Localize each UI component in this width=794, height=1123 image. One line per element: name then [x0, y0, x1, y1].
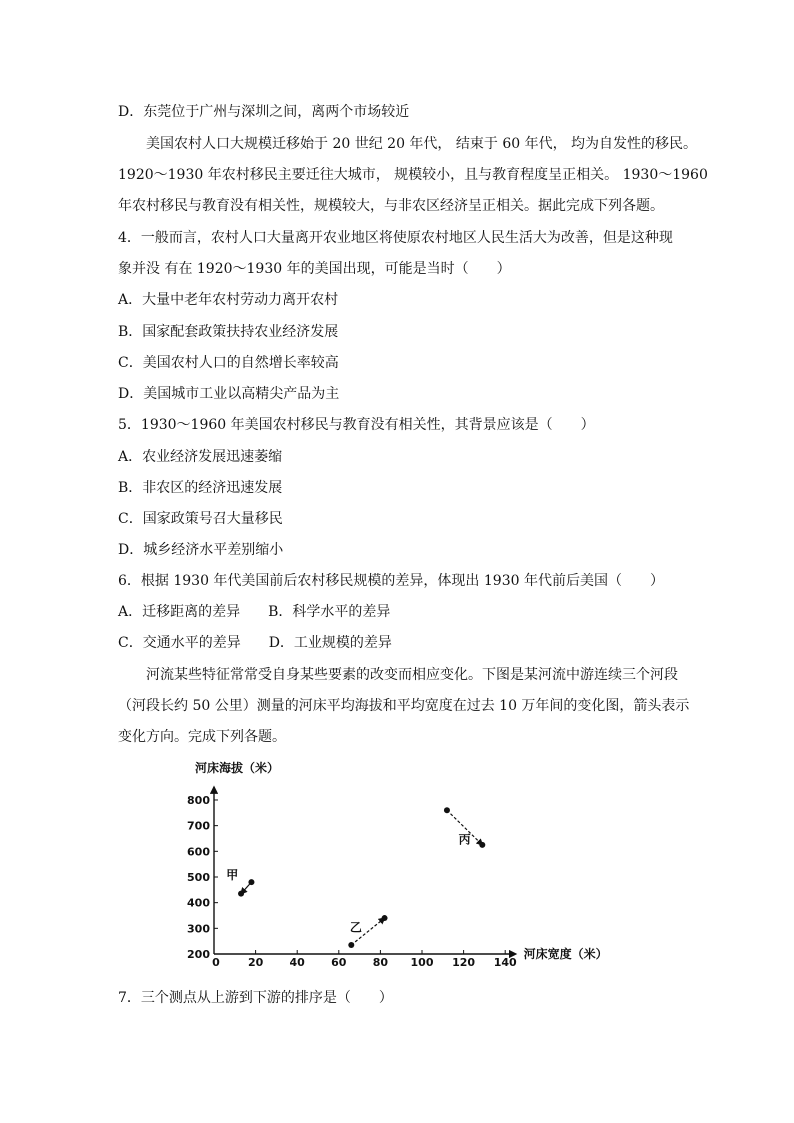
series-end-point	[479, 842, 485, 848]
q5-option-b: B．非农区的经济迅速发展	[118, 480, 283, 496]
q6-options-cd: C．交通水平的差异 D．工业规模的差异	[118, 635, 392, 651]
y-tick-label: 800	[187, 793, 210, 807]
x-tick-label: 40	[289, 956, 305, 969]
x-tick-label: 100	[410, 956, 434, 969]
q4-option-c: C．美国农村人口的自然增长率较高	[118, 355, 339, 371]
question-5: 5．1930～1960 年美国农村移民与教育没有相关性，其背景应该是（ ）	[118, 417, 595, 433]
x-tick-label: 60	[331, 956, 347, 969]
question-7: 7．三个测点从上游到下游的排序是（ ）	[118, 990, 393, 1006]
q5-option-c: C．国家政策号召大量移民	[118, 511, 283, 527]
river-passage-line-3: 变化方向。完成下列各题。	[118, 729, 286, 745]
x-tick-label: 120	[452, 956, 476, 969]
question-6: 6．根据 1930 年代美国前后农村移民规模的差异，体现出 1930 年代前后美国（ ）	[118, 573, 664, 589]
river-passage-line-1: 河流某些特征常常受自身某些要素的改变而相应变化。下图是某河流中游连续三个河段	[146, 667, 678, 683]
q6-options-ab: A．迁移距离的差异 B．科学水平的差异	[118, 604, 391, 620]
series-label: 乙	[349, 920, 362, 935]
question-4-line-2: 象并没 有在 1920～1930 年的美国出现，可能是当时（ ）	[118, 261, 511, 277]
river-chart	[185, 757, 625, 973]
question-4-line-1: 4．一般而言，农村人口大量离开农业地区将使原农村地区人民生活大为改善，但是这种现	[118, 230, 673, 246]
series-label: 丙	[458, 832, 471, 847]
y-tick-label: 600	[187, 845, 210, 859]
option-d-q3: D．东莞位于广州与深圳之间，离两个市场较近	[118, 104, 410, 120]
y-tick-label: 700	[187, 819, 210, 833]
x-tick-label: 80	[372, 956, 389, 969]
series-start-point	[248, 879, 254, 885]
x-tick-label: 0	[212, 956, 220, 969]
y-tick-label: 200	[187, 948, 210, 961]
x-tick-label: 140	[493, 956, 517, 969]
y-tick-label: 400	[187, 896, 210, 910]
y-axis-label: 河床海拔（米）	[195, 761, 280, 775]
passage-line-3: 年农村移民与教育没有相关性，规模较大，与非农区经济呈正相关。据此完成下列各题。	[118, 198, 664, 214]
series-start-point	[444, 807, 450, 813]
passage-line-1: 美国农村人口大规模迁移始于 20 世纪 20 年代， 结束于 60 年代， 均为自发性的移民。	[146, 136, 698, 152]
series-label: 甲	[226, 867, 239, 882]
q4-option-d: D．美国城市工业以高精尖产品为主	[118, 386, 340, 402]
y-tick-label: 500	[187, 870, 210, 884]
series-end-point	[238, 891, 244, 897]
q4-option-b: B．国家配套政策扶持农业经济发展	[118, 324, 339, 340]
x-axis-label: 河床宽度（米）	[523, 947, 608, 961]
q4-option-a: A．大量中老年农村劳动力离开农村	[118, 292, 339, 308]
river-passage-line-2: （河段长约 50 公里）测量的河床平均海拔和平均宽度在过去 10 万年间的变化图，箭头表示	[118, 698, 690, 714]
series-end-point	[382, 915, 388, 921]
x-tick-label: 20	[247, 956, 264, 969]
series-start-point	[348, 942, 354, 948]
q5-option-a: A．农业经济发展迅速萎缩	[118, 449, 283, 465]
passage-line-2: 1920～1930 年农村移民主要迁往大城市， 规模较小，且与教育程度呈正相关。 1930～1960	[118, 167, 708, 183]
q5-option-d: D．城乡经济水平差别缩小	[118, 542, 284, 558]
y-tick-label: 300	[187, 922, 210, 936]
